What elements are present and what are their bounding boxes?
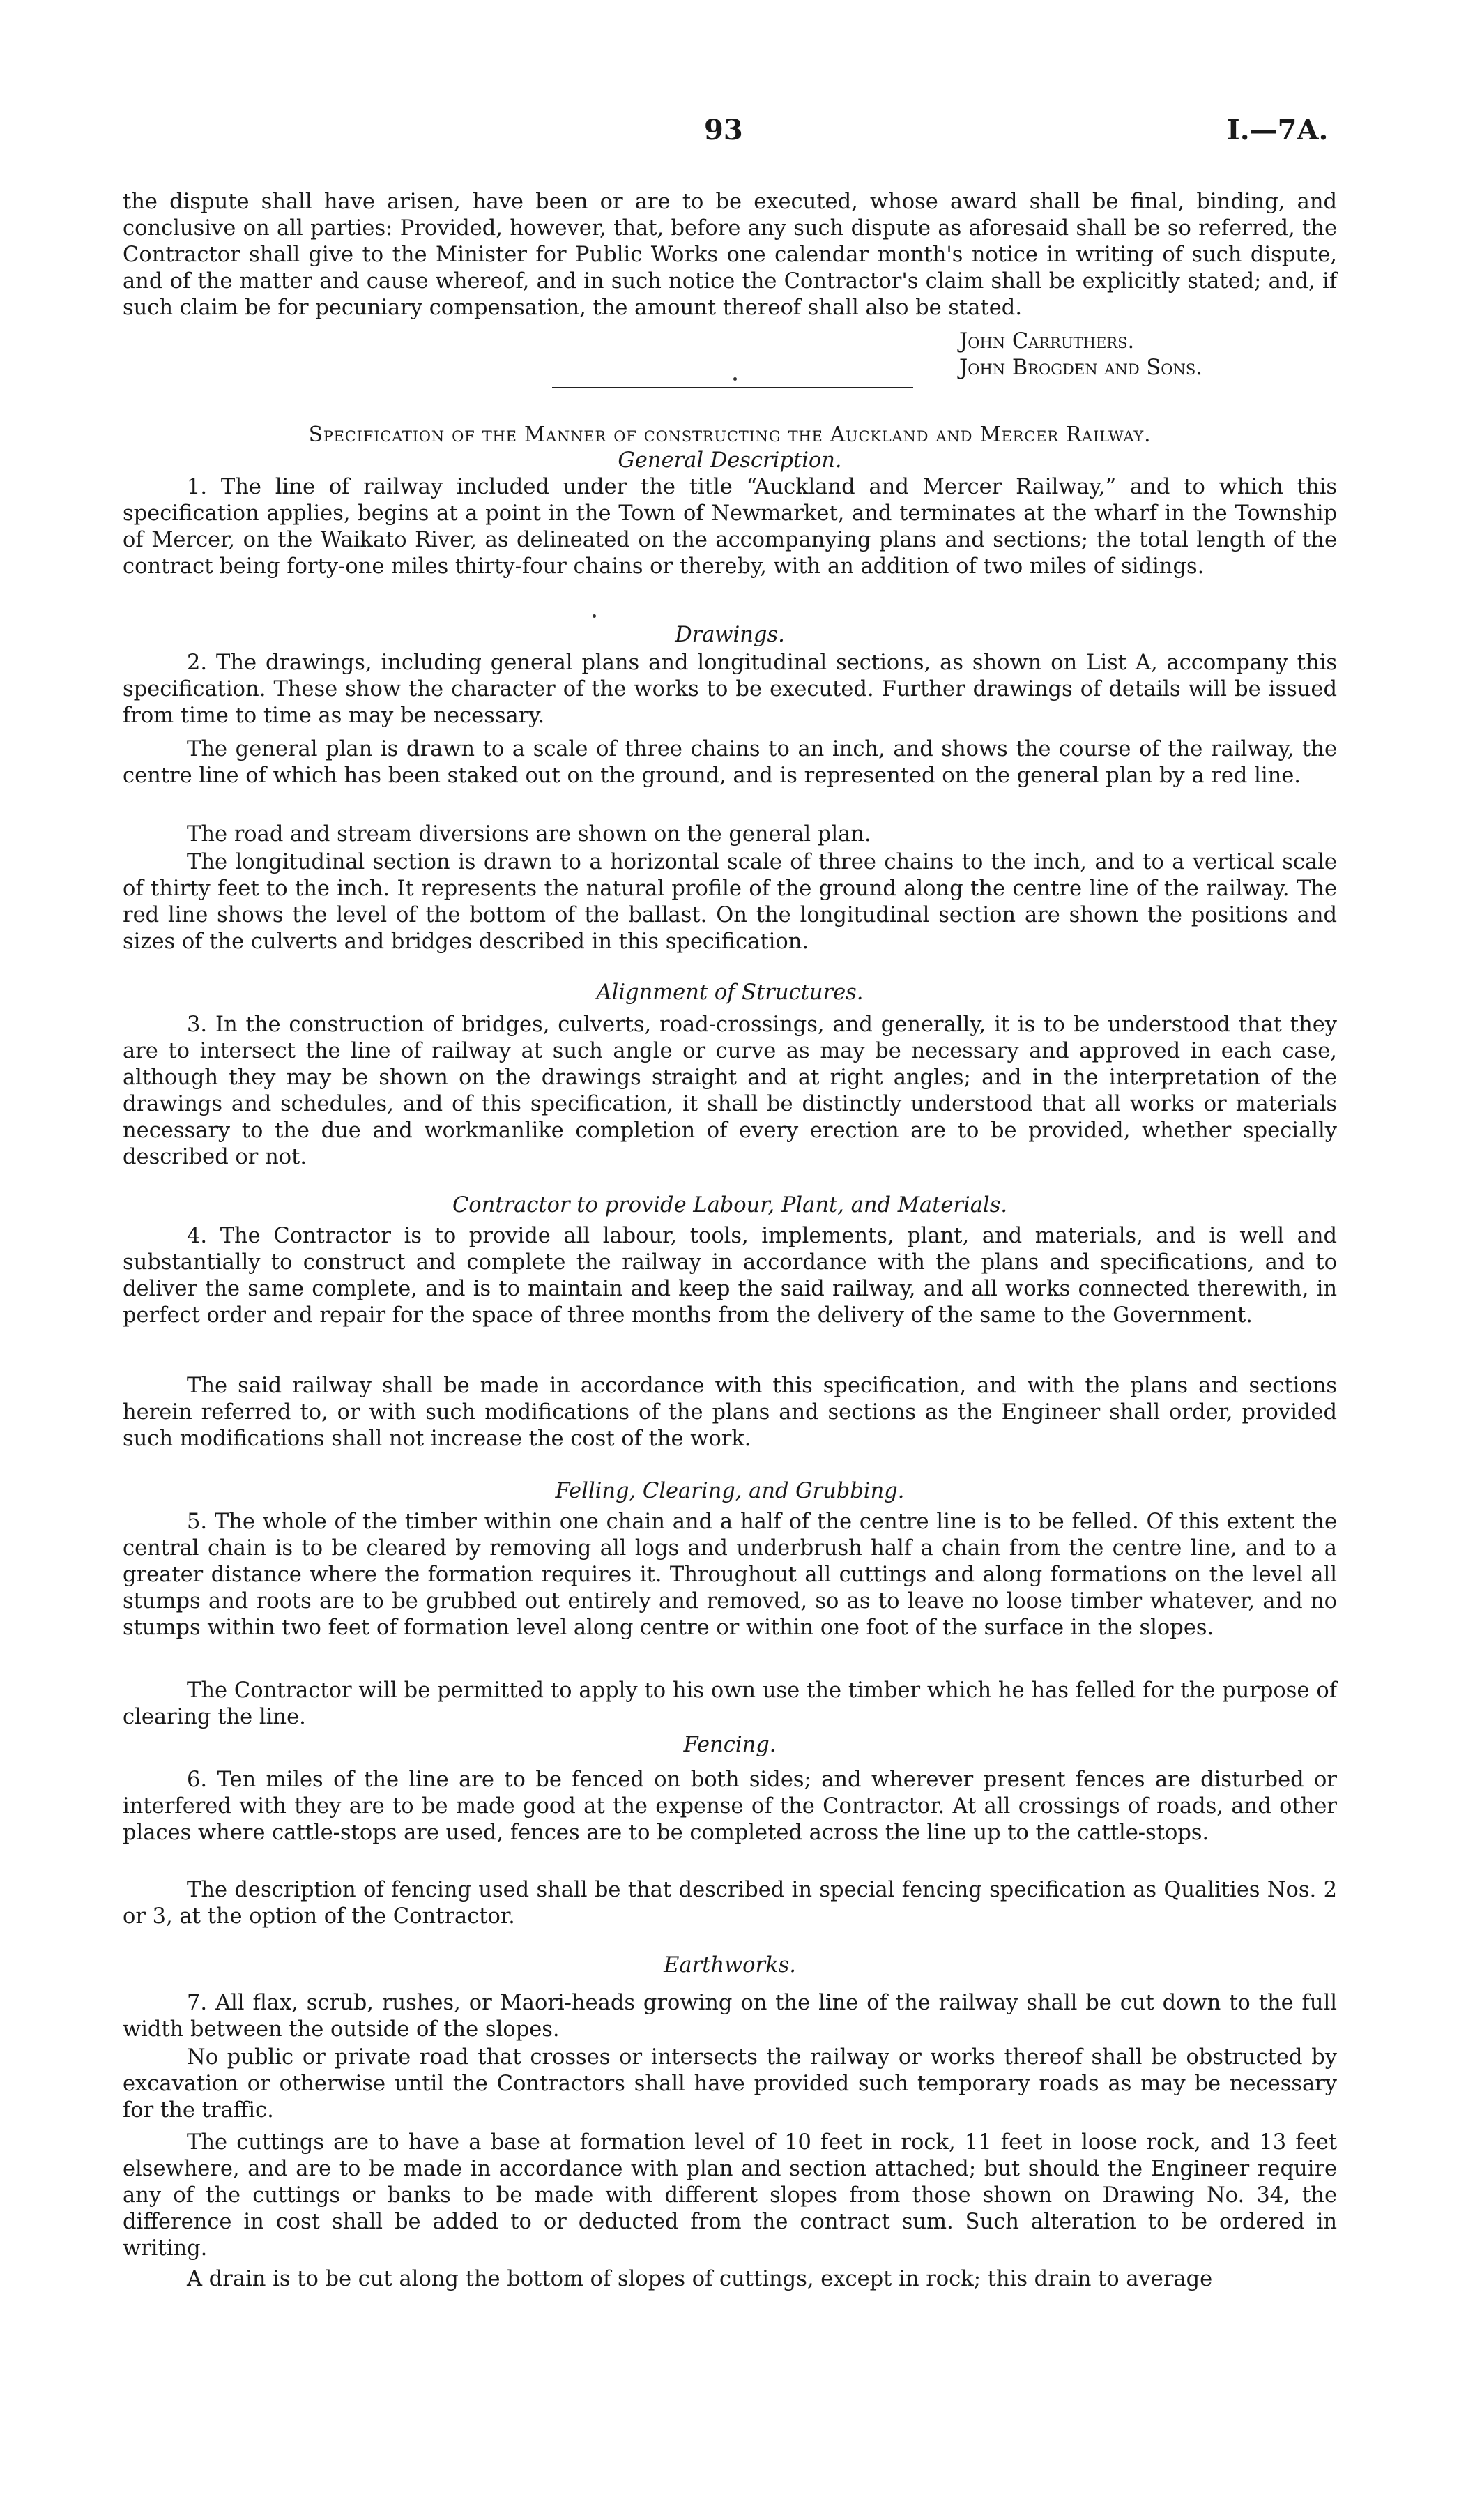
- heading-contractor-to-provide: Contractor to provide Labour, Plant, and Materials.: [452, 1193, 1008, 1217]
- heading-drawings: Drawings.: [675, 623, 785, 647]
- paragraph-7-drain: A drain is to be cut along the bottom of slopes of cuttings, except in rock; this drain to average: [187, 2267, 1213, 2291]
- paragraph-7: 7. All flax, scrub, rushes, or Maori-heads growing on the line of the railway shall be cut down to the full width between the outside of the slopes.: [123, 1991, 1337, 2042]
- signatory-carruthers: John Carruthers.: [959, 329, 1135, 354]
- paragraph-6-fencing-qualities: The description of fencing used shall be that described in special fencing specification as Qualities Nos. 2 or 3, at the option of the Contractor.: [123, 1878, 1337, 1929]
- paragraph-7-road-obstruction: No public or private road that crosses or intersects the railway or works thereof shall be obstructed by excavation or otherwise until the Contractors shall have provided such temporary roads as may be necessary for the traffic.: [123, 2045, 1337, 2123]
- print-speck: [593, 614, 596, 618]
- paragraph-2-longitudinal-section: The longitudinal section is drawn to a horizontal scale of three chains to the inch, and to a vertical scale of thirty feet to the inch. It represents the natural profile of the ground along the centre line of the railway. The red line shows the level of the bottom of the ballast. On the longitudinal section are shown the positions and sizes of the culverts and bridges described in this specification.: [123, 850, 1337, 954]
- heading-general-description: General Description.: [618, 448, 842, 473]
- signatory-brogden: John Brogden and Sons.: [959, 356, 1202, 380]
- paragraph-2-diversions: The road and stream diversions are shown on the general plan.: [187, 822, 871, 847]
- heading-fencing: Fencing.: [683, 1733, 777, 1757]
- section-divider: [552, 387, 913, 388]
- page-number: 93: [704, 114, 743, 146]
- paragraph-7-cuttings: The cuttings are to have a base at formation level of 10 feet in rock, 11 feet in loose rock, and 13 feet elsewhere, and are to be made in accordance with plan and section attached; but should the Engineer require any of the cuttings or banks to be made with different slopes from those shown on Drawing No. 34, the difference in cost shall be added to or deducted from the contract sum. Such alteration to be ordered in writing.: [123, 2130, 1337, 2261]
- paragraph-1: 1. The line of railway included under the title “Auckland and Mercer Railway,” and to which this specification applies, begins at a point in the Town of Newmarket, and terminates at the wharf in the Township of Mercer, on the Waikato River, as delineated on the accompanying plans and sections; the total length of the contract being forty-one miles thirty-four chains or thereby, with an addition of two miles of sidings.: [123, 475, 1337, 579]
- paragraph-2-general-plan: The general plan is drawn to a scale of three chains to an inch, and shows the course of the railway, the centre line of which has been staked out on the ground, and is represented on the general plan by a red line.: [123, 737, 1337, 788]
- paragraph-4: 4. The Contractor is to provide all labour, tools, implements, plant, and materials, and is well and substantially to construct and complete the railway in accordance with the plans and specifications, and to deliver the same complete, and is to maintain and keep the said railway, and all works connected therewith, in perfect order and repair for the space of three months from the delivery of the same to the Government.: [123, 1224, 1337, 1328]
- print-speck: [733, 377, 737, 381]
- heading-earthworks: Earthworks.: [664, 1953, 796, 1978]
- specification-title: Specification of the Manner of constructing the Auckland and Mercer Railway.: [308, 423, 1152, 446]
- heading-alignment-of-structures: Alignment of Structures.: [596, 980, 864, 1005]
- paragraph-5: 5. The whole of the timber within one chain and a half of the centre line is to be felled. Of this extent the central chain is to be cleared by removing all logs and underbrush half a chain from the centre line, and to a greater distance where the formation requires it. Throughout all cuttings and along formations on the level all stumps and roots are to be grubbed out entirely and removed, so as to leave no loose timber whatever, and no stumps within two feet of formation level along centre or within one foot of the surface in the slopes.: [123, 1510, 1337, 1640]
- heading-felling-clearing-grubbing: Felling, Clearing, and Grubbing.: [555, 1479, 905, 1503]
- paragraph-3: 3. In the construction of bridges, culverts, road-crossings, and generally, it is to be understood that they are to intersect the line of railway at such angle or curve as may be necessary and approved in each case, although they may be shown on the drawings straight and at right angles; and in the interpretation of the drawings and schedules, and of this specification, it shall be distinctly understood that all works or materials necessary to the due and workmanlike completion of every erection are to be provided, whether specially described or not.: [123, 1012, 1337, 1169]
- paragraph-6: 6. Ten miles of the line are to be fenced on both sides; and wherever present fences are disturbed or interfered with they are to be made good at the expense of the Contractor. At all crossings of roads, and other places where cattle-stops are used, fences are to be completed across the line up to the cattle-stops.: [123, 1768, 1337, 1845]
- document-reference: I.—7A.: [1227, 114, 1329, 146]
- paragraph-5-timber-use: The Contractor will be permitted to apply to his own use the timber which he has felled for the purpose of clearing the line.: [123, 1678, 1337, 1729]
- intro-paragraph: the dispute shall have arisen, have been or are to be executed, whose award shall be final, binding, and conclusive on all parties: Provided, however, that, before any such dispute as aforesaid shall be so referred, the Contractor shall give to the Minister for Public Works one calendar month's notice in writing of such dispute, and of the matter and cause whereof, and in such notice the Contractor's claim shall be explicitly stated; and, if such claim be for pecuniary compensation, the amount thereof shall also be stated.: [123, 190, 1337, 320]
- paragraph-2: 2. The drawings, including general plans and longitudinal sections, as shown on List A, accompany this specification. These show the character of the works to be executed. Further drawings of details will be issued from time to time as may be necessary.: [123, 651, 1337, 728]
- paragraph-4-modifications: The said railway shall be made in accordance with this specification, and with the plans and sections herein referred to, or with such modifications of the plans and sections as the Engineer shall order, provided such modifications shall not increase the cost of the work.: [123, 1374, 1337, 1451]
